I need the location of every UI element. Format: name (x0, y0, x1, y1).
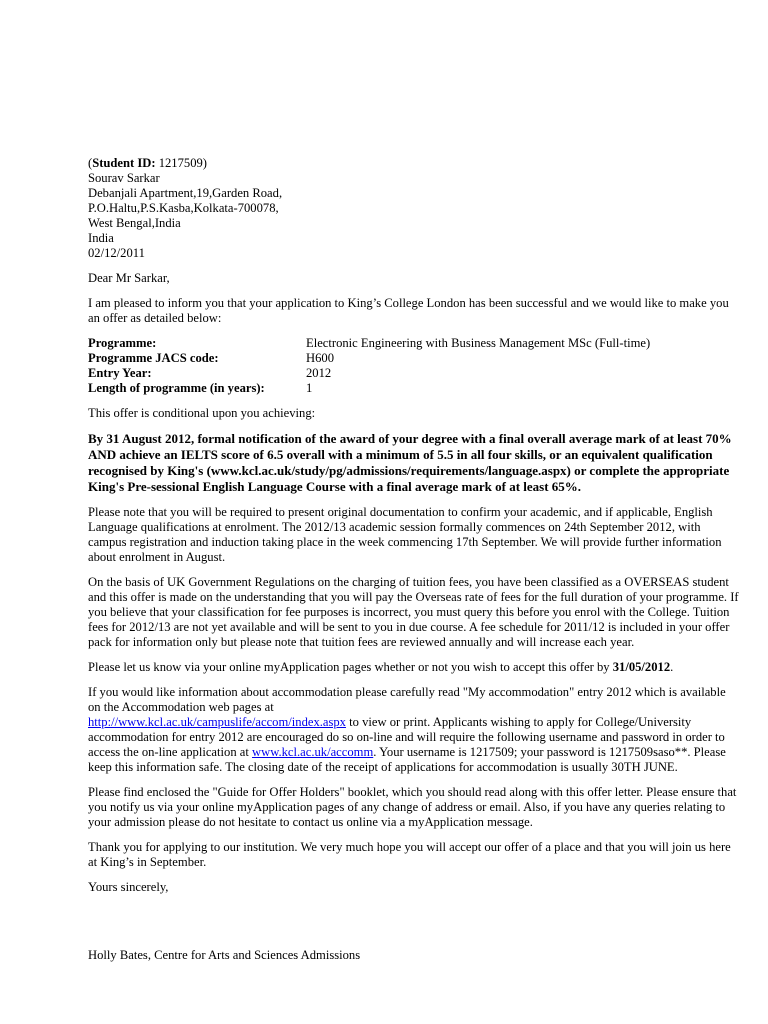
signature: Holly Bates, Centre for Arts and Sciences Admissions (88, 948, 361, 962)
address-line: India (88, 231, 114, 245)
address-line: West Bengal,India (88, 216, 181, 230)
guide-paragraph: Please find enclosed the "Guide for Offer Holders" booklet, which you should read along with this offer letter. Please ensure that you notify us via your online myApplication pages of any change of address or email. Also, if you have any queries relating to your admission please do not hesitate to contact us online via a myApplication message. (88, 785, 737, 829)
fees-paragraph: On the basis of UK Government Regulations on the charging of tuition fees, you have been classified as a OVERSEAS student and this offer is made on the understanding that you will pay the Overseas rate of fees for the full duration of your programme. If you believe that your classification for fee purposes is incorrect, you must query this before you enrol with the College. Tuition fees for 2012/13 are not yet available and will be sent to you in due course. A fee schedule for 2011/12 is included in your offer pack for information only but please note that tuition fees are reviewed annually and will increase each year. (88, 575, 739, 649)
address-line: P.O.Haltu,P.S.Kasba,Kolkata-700078, (88, 201, 279, 215)
entry-year-value: 2012 (306, 366, 332, 380)
programme-table (88, 336, 650, 396)
salutation: Dear Mr Sarkar, (88, 271, 170, 285)
accept-text: Please let us know via your online myApplication pages whether or not you wish to accept this offer by (88, 660, 613, 674)
student-id-value: 1217509 (158, 156, 203, 170)
entry-year-label: Entry Year: (88, 366, 152, 380)
jacs-code-label: Programme JACS code: (88, 351, 219, 365)
accept-paragraph (88, 660, 740, 675)
recipient-block (88, 156, 740, 261)
accommodation-text: If you would like information about accommodation please carefully read "My accommodation" entry 2012 which is available on the Accommodation web pages at (88, 685, 726, 714)
thanks-paragraph: Thank you for applying to our institution. We very much hope you will accept our offer of a place and that you will join us here at King’s in September. (88, 840, 731, 869)
accommodation-paragraph (88, 685, 740, 775)
accept-end: . (670, 660, 674, 674)
programme-length-label: Length of programme (in years): (88, 381, 265, 395)
letter-date: 02/12/2011 (88, 246, 145, 260)
programme-value: Electronic Engineering with Business Management MSc (Full-time) (306, 336, 651, 350)
documentation-paragraph: Please note that you will be required to present original documentation to confirm your academic, and if applicable, English Language qualifications at enrolment. The 2012/13 academic session formally commences on 24th September 2012, with campus registration and induction taking place in the week commencing 17th September. We will provide further information about enrolment in August. (88, 505, 722, 564)
offer-condition: By 31 August 2012, formal notification of the award of your degree with a final overall average mark of at least 70% AND achieve an IELTS score of 6.5 overall with a minimum of 5.5 in all four skills, or an equivalent qualification recognised by King's (www.kcl.ac.uk/study/pg/admissions/requirements/language.aspx) or complete the appropriate King's Pre-sessional English Language Course with a final average mark of at least 65%. (88, 431, 732, 494)
programme-length-value: 1 (306, 381, 313, 395)
accommodation-link[interactable]: http://www.kcl.ac.uk/campuslife/accom/index.aspx (88, 715, 346, 729)
accommodation-application-link[interactable]: www.kcl.ac.uk/accomm (252, 745, 374, 759)
student-id-label: Student ID: (92, 156, 156, 170)
address-line: Debanjali Apartment,19,Garden Road, (88, 186, 283, 200)
conditional-text: This offer is conditional upon you achieving: (88, 406, 316, 420)
recipient-name: Sourav Sarkar (88, 171, 160, 185)
table-row (88, 351, 650, 366)
table-row (88, 336, 650, 351)
table-row (88, 381, 650, 396)
student-id-line: (Student ID: 1217509) (88, 156, 207, 170)
table-row (88, 366, 650, 381)
letter-body (88, 156, 740, 895)
accommodation-text: to view or print. Applicants wishing to apply for College/University accommodation for entry 2012 are encouraged do so on-line and will require the following username and password in order to access the on-line application at (88, 715, 725, 759)
intro-paragraph: I am pleased to inform you that your application to King’s College London has been successful and we would like to make you an offer as detailed below: (88, 296, 729, 325)
jacs-code-value: H600 (306, 351, 334, 365)
programme-label: Programme: (88, 336, 157, 350)
accept-deadline: 31/05/2012 (612, 660, 671, 674)
accommodation-text: . Your username is 1217509; your password is 1217509saso**. Please keep this information safe. The closing date of the receipt of applications for accommodation is usually 30TH JUNE. (88, 745, 726, 774)
closing: Yours sincerely, (88, 880, 169, 894)
